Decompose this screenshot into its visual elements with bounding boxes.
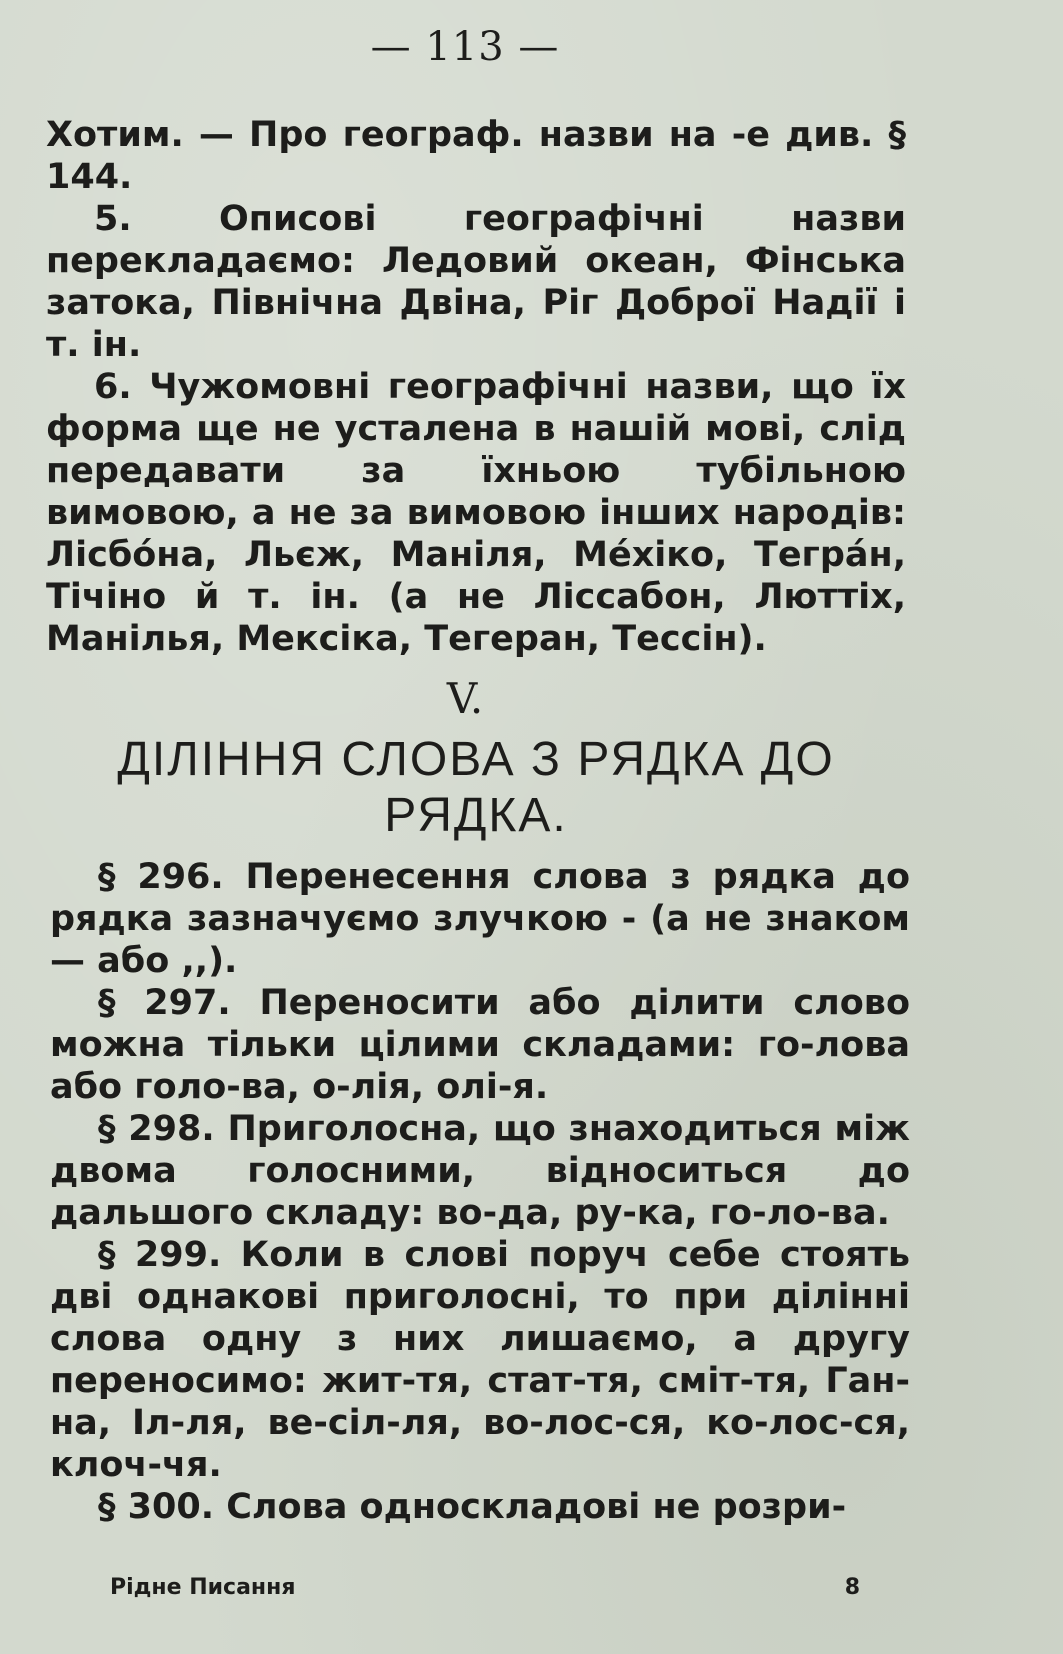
footer-book-title: Рідне Писання [110, 1575, 296, 1600]
section-number: V. [446, 674, 484, 723]
section-title: ДІЛІННЯ СЛОВА З РЯДКА ДО РЯДКА. [117, 733, 835, 842]
paragraph-296: § 296. Перенесення слова з рядка до рядка зазначуємо злучкою - (а не знаком — або ,,). [50, 857, 910, 981]
bottom-text-block [50, 856, 910, 1528]
footer-signature-number: 8 [844, 1575, 860, 1600]
page-number: — 113 — [370, 24, 560, 70]
paragraph-297: § 297. Переносити або ділити слово можна тільки цілими складами: го-лова або голо-ва, о-лія, олі-я. [50, 983, 910, 1107]
paragraph-6: 6. Чужомовні географічні назви, що їх форма ще не усталена в нашій мові, слід передавати за їхньою тубільною вимовою, а не за вимовою інших народів: Лісбо́на, Льєж, Маніля, Ме́хіко, Тегра́н, Тічіно й т. ін. (а не Ліссабон, Люттіх, Манілья, Мексіка, Тегеран, Тессін). [46, 367, 906, 659]
top-text-block [46, 114, 906, 660]
paragraph-300: § 300. Слова односкладові не розри- [98, 1487, 847, 1527]
paragraph-299: § 299. Коли в слові поруч себе стоять дві однакові приголосні, то при ділінні слова одну з них лишаємо, а другу переносимо: жит-тя, стат-тя, сміт-тя, Ган-на, Іл-ля, ве-сіл-ля, во-лос-ся, ко-лос-ся, клоч-чя. [50, 1235, 910, 1485]
paragraph-298: § 298. Приголосна, що знаходиться між двома голосними, відноситься до дальшого складу: во-да, ру-ка, го-ло-ва. [50, 1109, 910, 1233]
paragraph-5: 5. Описові географічні назви перекладаємо: Ледовий океан, Фінська затока, Північна Двіна, Ріг Доброї Надії і т. ін. [46, 199, 906, 365]
paragraph-continued: Хотим. — Про географ. назви на -е див. § 144. [46, 115, 906, 197]
